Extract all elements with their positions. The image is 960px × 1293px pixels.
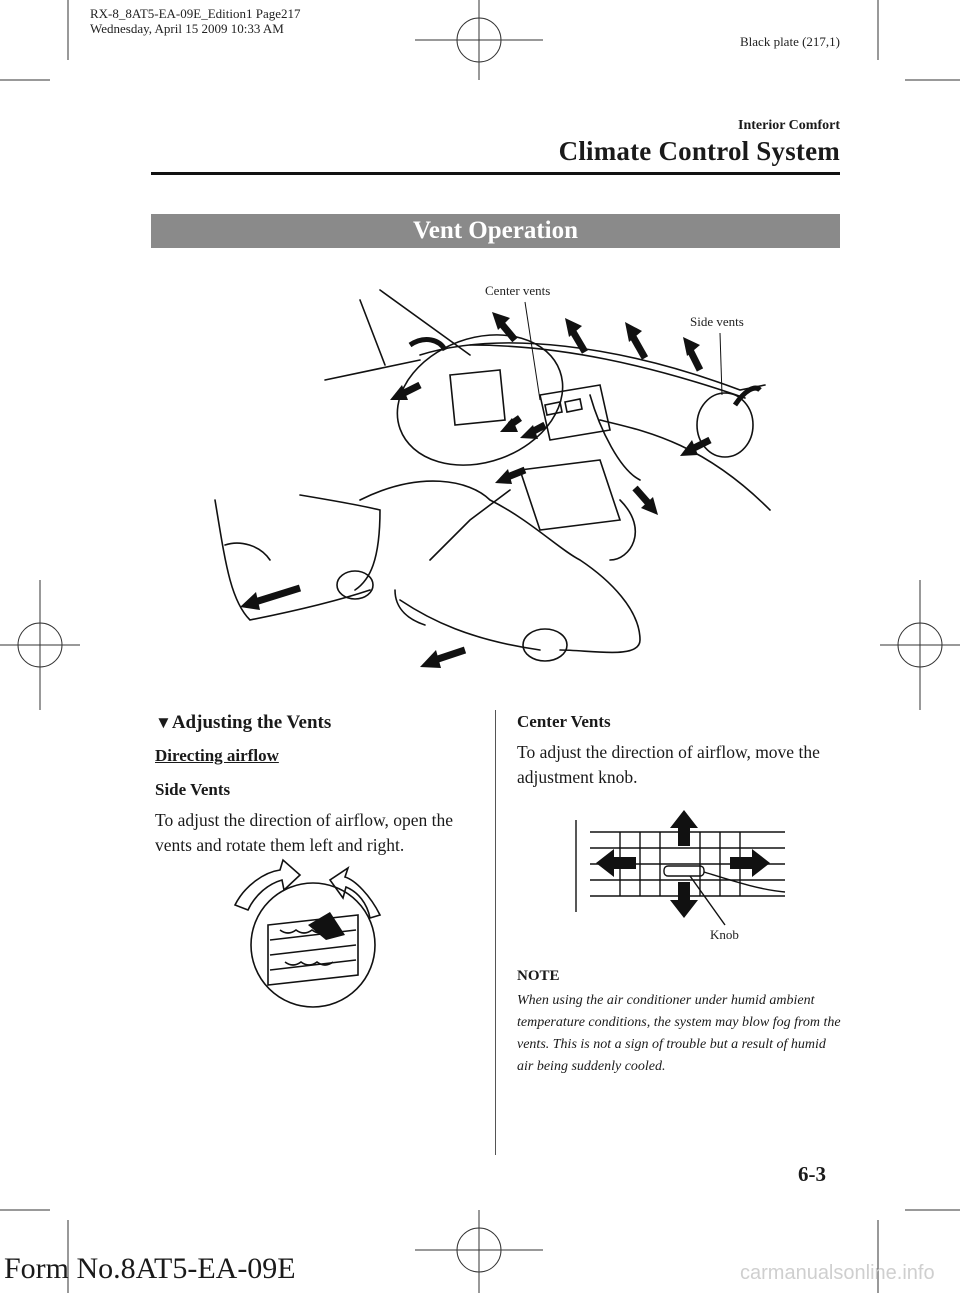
note-text: When using the air conditioner under humid ambient temperature conditions, the system may blow fog from the vents. This is not a sign of trouble but a result of humid air being suddenly cooled. bbox=[517, 993, 841, 1074]
page-number: 6-3 bbox=[798, 1162, 826, 1186]
directing-airflow-subheading: Directing airflow bbox=[155, 746, 279, 765]
knob-label: Knob bbox=[710, 927, 739, 942]
plate-info: Black plate (217,1) bbox=[740, 34, 840, 49]
section-kicker: Interior Comfort bbox=[738, 118, 840, 133]
side-vents-text: To adjust the direction of airflow, open the vents and rotate them left and right. bbox=[155, 810, 453, 855]
section-title: Climate Control System bbox=[558, 136, 840, 166]
side-vents-title: Side Vents bbox=[155, 780, 231, 799]
form-number: Form No.8AT5-EA-09E bbox=[4, 1252, 296, 1285]
vent-operation-banner: Vent Operation bbox=[151, 214, 840, 248]
watermark: carmanualsonline.info bbox=[740, 1262, 935, 1284]
note-title: NOTE bbox=[517, 968, 560, 984]
doc-reference: RX-8_8AT5-EA-09E_Edition1 Page217 bbox=[90, 6, 301, 21]
heading-text: Adjusting the Vents bbox=[171, 712, 332, 733]
print-timestamp: Wednesday, April 15 2009 10:33 AM bbox=[90, 21, 284, 36]
center-vents-title: Center Vents bbox=[517, 712, 611, 731]
center-vents-label: Center vents bbox=[485, 283, 551, 298]
side-vents-label: Side vents bbox=[690, 314, 744, 329]
center-vents-text: To adjust the direction of airflow, move the adjustment knob. bbox=[517, 742, 820, 787]
triangle-marker-icon: ▼ bbox=[155, 713, 172, 732]
